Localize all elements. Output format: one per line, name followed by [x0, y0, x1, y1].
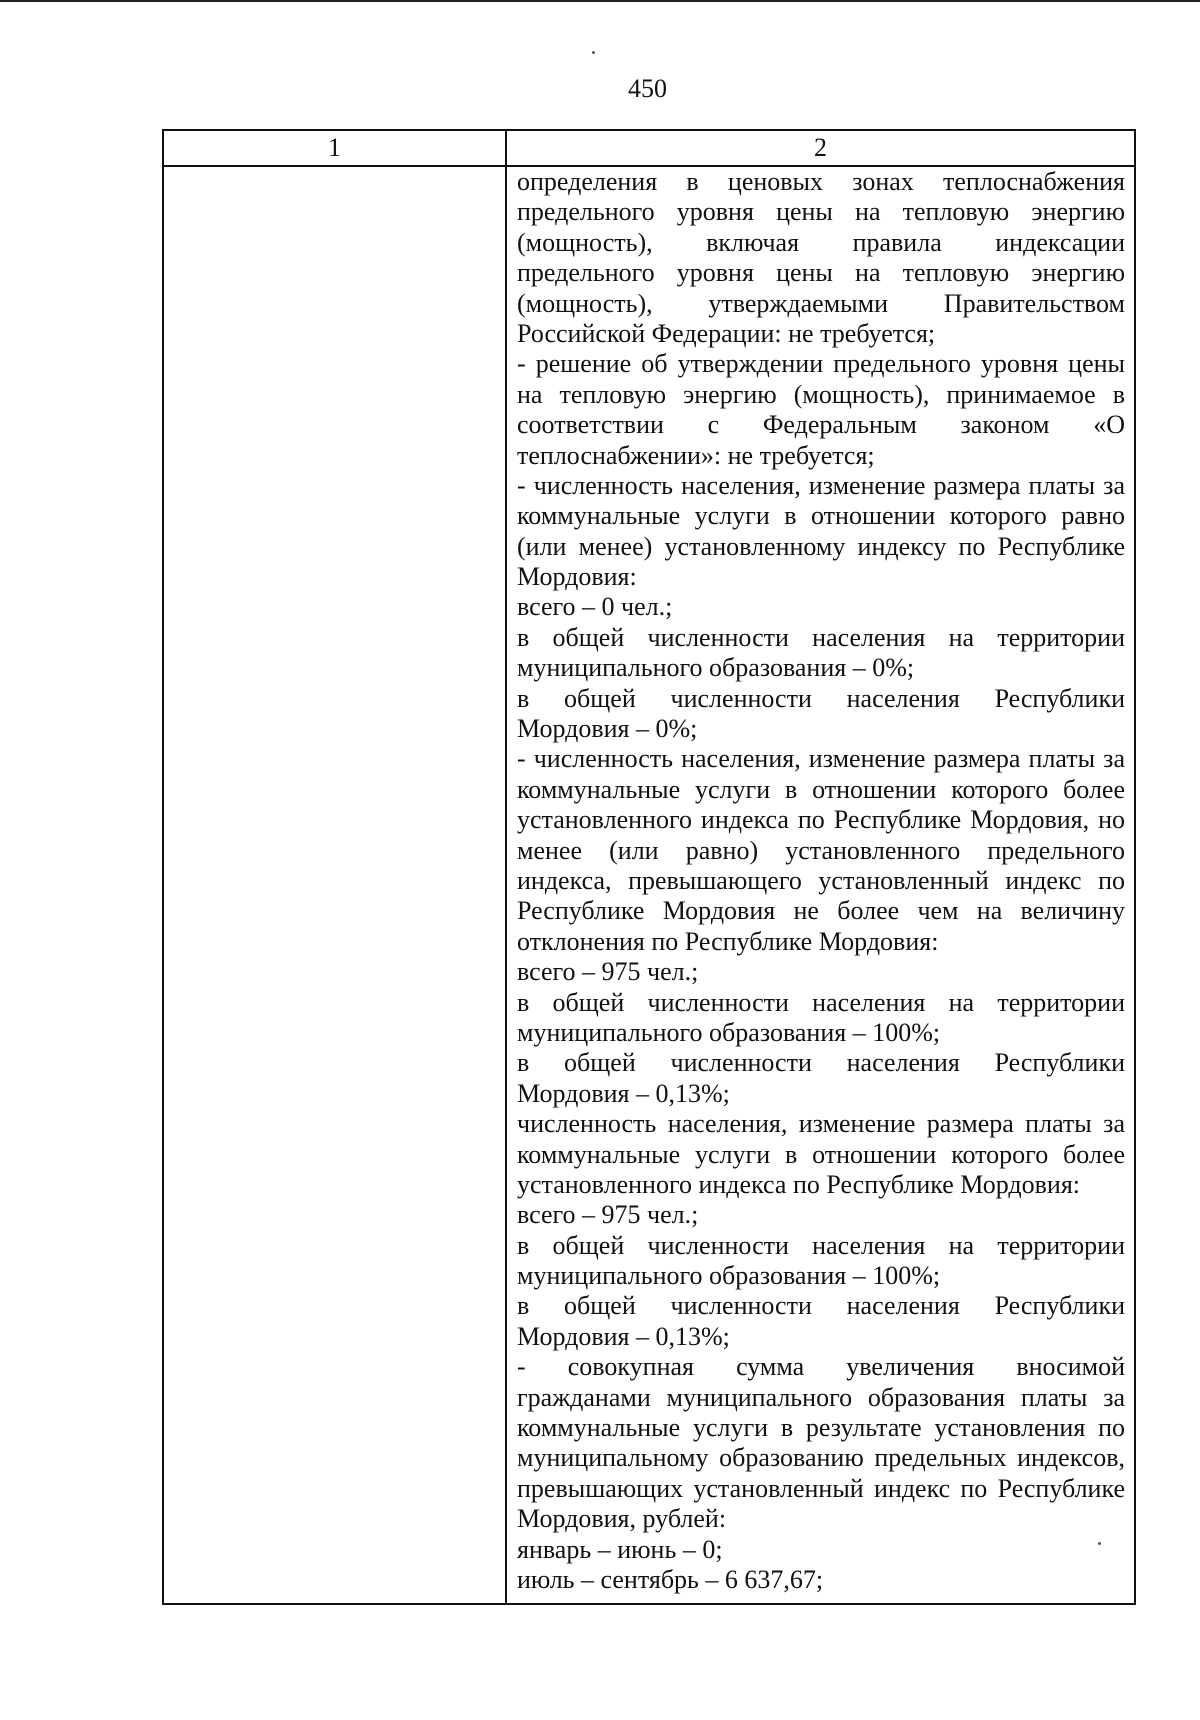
text-line: всего – 975 чел.; [517, 1200, 699, 1230]
text-line: установленного индекса по Республике Мордовия, но [517, 805, 1125, 835]
table-body-cell-2 [517, 167, 1125, 1595]
text-line: Республике Мордовия не более чем на величину [517, 896, 1125, 926]
page-top-border [0, 0, 1200, 2]
text-line: в общей численности населения Республики [517, 1291, 1125, 1321]
text-line: январь – июнь – 0; [517, 1534, 723, 1564]
text-line: превышающих установленный индекс по Республике [517, 1473, 1125, 1503]
text-line: муниципального образования – 100%; [517, 1017, 941, 1047]
table-header-row [164, 131, 1134, 167]
text-line: коммунальные услуги в результате установления по [517, 1413, 1125, 1443]
text-line: отклонения по Республике Мордовия: [517, 926, 939, 956]
text-line: индекса, превышающего установленный индекс по [517, 865, 1125, 895]
text-line: в общей численности населения на территории [517, 622, 1125, 652]
text-line: в общей численности населения Республики [517, 1048, 1125, 1078]
text-line: соответствии с Федеральным законом «О [517, 410, 1125, 440]
text-line: - численность населения, изменение размера платы за [517, 744, 1125, 774]
text-line: коммунальные услуги в отношении которого более [517, 774, 1125, 804]
text-line: Мордовия – 0,13%; [517, 1321, 730, 1351]
text-line: предельного уровня цены на тепловую энергию [517, 258, 1125, 288]
text-line: в общей численности населения Республики [517, 683, 1125, 713]
text-line: численность населения, изменение размера платы за [517, 1109, 1125, 1139]
text-line: (мощность), утверждаемыми Правительством [517, 288, 1125, 318]
text-line: (или менее) установленному индексу по Республике [517, 531, 1125, 561]
text-line: Мордовия, рублей: [517, 1504, 727, 1534]
page-number: 450 [628, 74, 667, 103]
text-line: менее (или равно) установленного предельного [517, 835, 1125, 865]
column-divider [505, 131, 507, 1603]
column-header-1: 1 [328, 133, 341, 162]
text-line: в общей численности населения на территории [517, 987, 1125, 1017]
text-line: муниципального образования – 100%; [517, 1261, 941, 1291]
text-line: всего – 975 чел.; [517, 957, 699, 987]
text-line: определения в ценовых зонах теплоснабжения [517, 167, 1125, 196]
text-line: июль – сентябрь – 6 637,67; [517, 1564, 824, 1594]
text-line: коммунальные услуги в отношении которого равно [517, 501, 1125, 531]
text-line: (мощность), включая правила индексации [517, 227, 1125, 257]
text-line: в общей численности населения на территории [517, 1230, 1125, 1260]
text-line: всего – 0 чел.; [517, 592, 673, 622]
text-line: Мордовия: [517, 562, 637, 592]
text-line: теплоснабжении»: не требуется; [517, 440, 875, 470]
text-line: предельного уровня цены на тепловую энергию [517, 197, 1125, 227]
text-line: - совокупная сумма увеличения вносимой [517, 1352, 1125, 1382]
text-line: - численность населения, изменение размера платы за [517, 470, 1125, 500]
text-line: - решение об утверждении предельного уровня цены [517, 349, 1125, 379]
text-line: Мордовия – 0%; [517, 714, 698, 744]
text-line: на тепловую энергию (мощность), принимаемое в [517, 379, 1125, 409]
text-line: Мордовия – 0,13%; [517, 1078, 730, 1108]
text-line: коммунальные услуги в отношении которого более [517, 1139, 1125, 1169]
scan-speck [592, 51, 595, 54]
text-line: муниципального образования – 0%; [517, 653, 915, 683]
text-line: установленного индекса по Республике Мордовия: [517, 1169, 1080, 1199]
text-line: гражданами муниципального образования платы за [517, 1382, 1125, 1412]
column-header-2: 2 [814, 133, 827, 162]
text-line: Российской Федерации: не требуется; [517, 318, 936, 348]
text-line: муниципальному образованию предельных индексов, [517, 1443, 1125, 1473]
document-table [162, 129, 1136, 1605]
